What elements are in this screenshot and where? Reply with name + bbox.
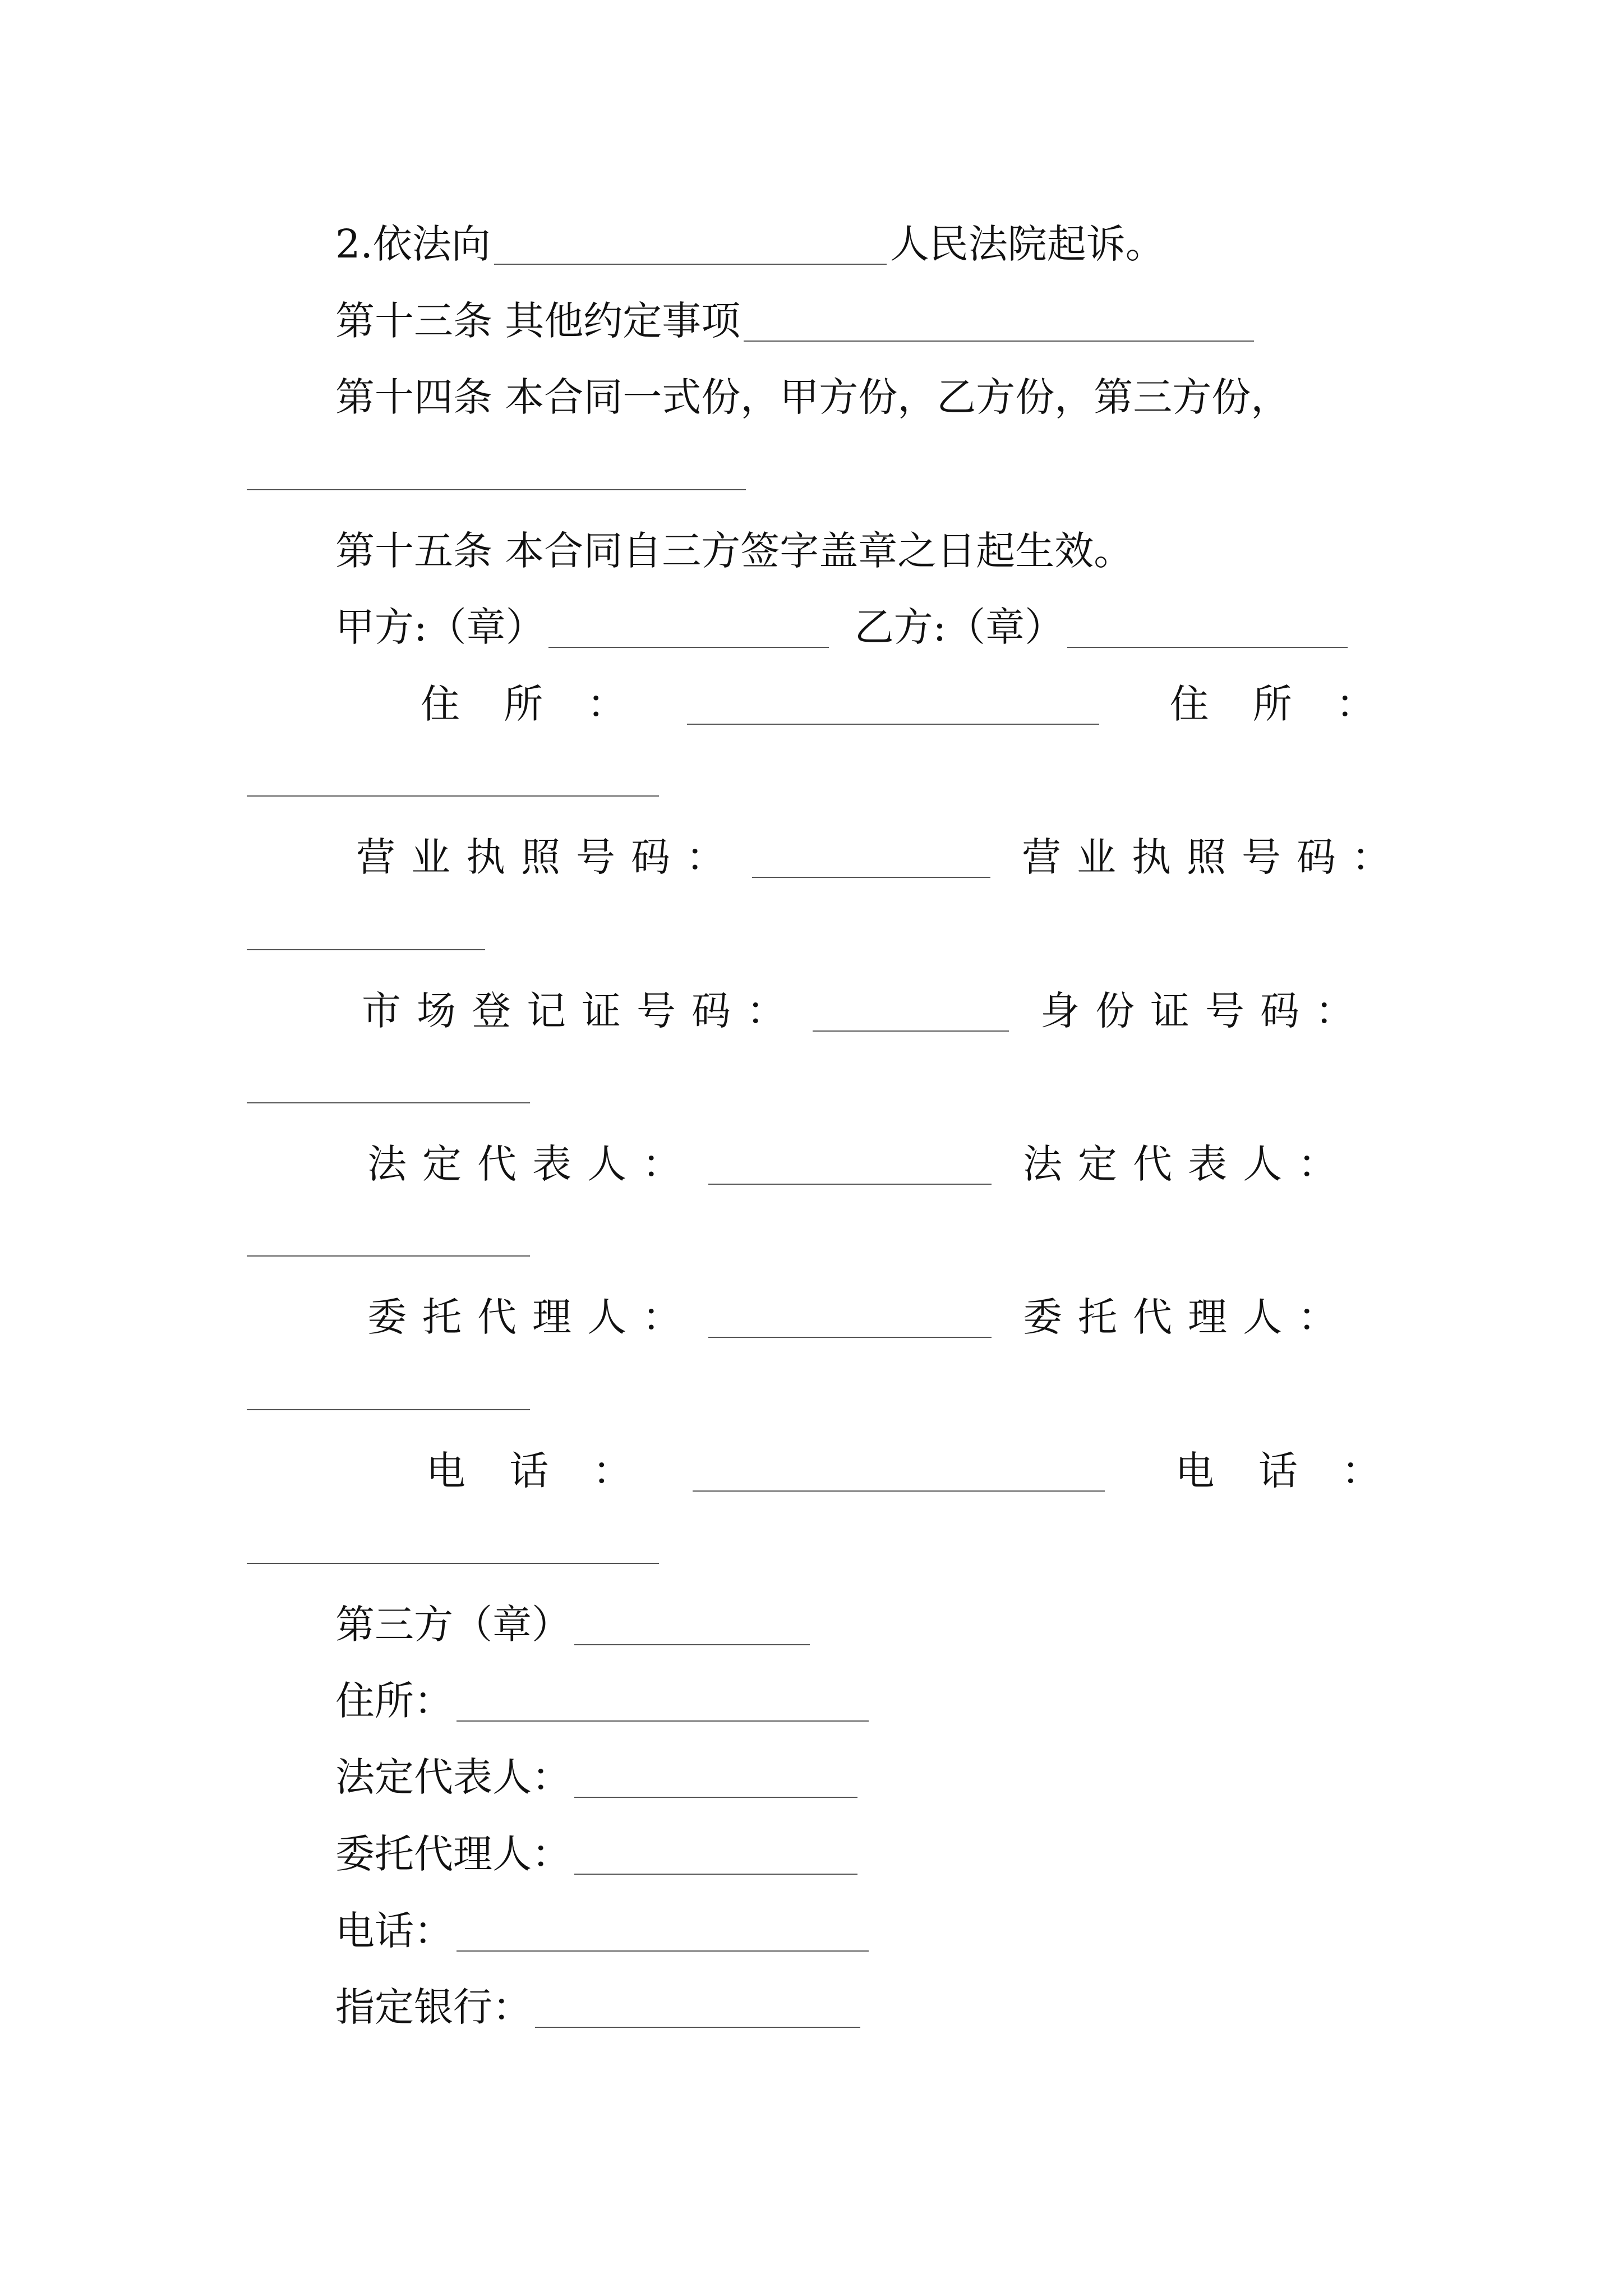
text-party-b-id-number: 身份证号码： bbox=[1040, 988, 1370, 1034]
line-residence bbox=[421, 676, 1391, 732]
text-designated-bank: 指定银行： bbox=[335, 1984, 532, 2030]
text-third-party-phone: 电话： bbox=[335, 1908, 453, 1954]
blank-party-b-legal-rep[interactable] bbox=[247, 1255, 530, 1257]
line-third-party-agent bbox=[335, 1826, 861, 1882]
line-legal-rep bbox=[367, 1136, 1353, 1192]
line-third-party-seal bbox=[335, 1596, 813, 1653]
text-party-a-license: 营业执照号码： bbox=[356, 834, 741, 880]
text-party-a-agent: 委托代理人： bbox=[367, 1294, 697, 1340]
text-third-party-seal: 第三方（章） bbox=[335, 1602, 571, 1648]
text-article-15: 第十五条 本合同自三方签字盖章之日起生效。 bbox=[335, 528, 1133, 574]
text-party-b-phone: 电 话 ： bbox=[1175, 1448, 1397, 1494]
text-court-suffix: 人民法院起诉。 bbox=[889, 221, 1165, 267]
line-third-party-phone bbox=[335, 1903, 872, 1959]
blank-party-b-id-number[interactable] bbox=[247, 1102, 530, 1103]
text-party-a-seal: 甲方:（章） bbox=[335, 604, 545, 650]
text-party-b-agent: 委托代理人： bbox=[1023, 1294, 1353, 1340]
line-article-15 bbox=[335, 523, 1133, 579]
line-agent bbox=[367, 1289, 1353, 1345]
blank-third-party-residence[interactable] bbox=[457, 1680, 869, 1722]
line-designated-bank bbox=[335, 1979, 864, 2035]
line-article-14 bbox=[335, 369, 1290, 425]
blank-third-party-legal-rep[interactable] bbox=[574, 1756, 857, 1798]
text-article-13: 第十三条 其他约定事项 bbox=[335, 298, 741, 344]
blank-party-a-phone[interactable] bbox=[693, 1450, 1105, 1492]
text-party-b-seal: 乙方:（章） bbox=[854, 604, 1064, 650]
blank-article-14-continuation[interactable] bbox=[247, 489, 746, 490]
blank-third-party-phone[interactable] bbox=[457, 1910, 869, 1952]
blank-court-name[interactable] bbox=[494, 223, 887, 265]
text-court-prefix: 2.依法向 bbox=[335, 221, 491, 267]
blank-party-a-legal-rep[interactable] bbox=[708, 1143, 992, 1185]
text-party-b-residence: 住 所 ： bbox=[1169, 681, 1391, 727]
blank-other-matters[interactable] bbox=[744, 300, 1254, 342]
line-business-license bbox=[356, 829, 1407, 885]
text-party-a-residence: 住 所 ： bbox=[421, 681, 642, 727]
blank-party-a-license[interactable] bbox=[752, 836, 990, 878]
blank-party-a-agent[interactable] bbox=[708, 1296, 992, 1338]
blank-party-b-license[interactable] bbox=[247, 949, 485, 950]
text-party-b-license: 营业执照号码： bbox=[1022, 834, 1407, 880]
blank-third-party-seal[interactable] bbox=[574, 1604, 810, 1645]
blank-party-b-phone[interactable] bbox=[247, 1563, 659, 1564]
line-party-seals bbox=[335, 599, 1351, 655]
line-court bbox=[335, 216, 1165, 272]
line-third-party-legal-rep bbox=[335, 1749, 861, 1805]
blank-party-b-seal[interactable] bbox=[1067, 606, 1348, 648]
line-registration bbox=[362, 983, 1370, 1039]
text-article-14: 第十四条 本合同一式份，甲方份，乙方份，第三方份， bbox=[335, 374, 1290, 420]
blank-designated-bank[interactable] bbox=[535, 1986, 860, 2028]
blank-party-a-residence[interactable] bbox=[687, 683, 1099, 725]
blank-party-b-residence[interactable] bbox=[247, 795, 659, 797]
blank-third-party-agent[interactable] bbox=[574, 1833, 857, 1875]
text-party-b-legal-rep: 法定代表人： bbox=[1023, 1141, 1353, 1187]
text-party-a-registration: 市场登记证号码： bbox=[362, 988, 801, 1034]
text-third-party-agent: 委托代理人： bbox=[335, 1831, 571, 1877]
text-party-a-legal-rep: 法定代表人： bbox=[367, 1141, 697, 1187]
text-party-a-phone: 电 话 ： bbox=[426, 1448, 648, 1494]
blank-party-a-registration[interactable] bbox=[813, 990, 1009, 1032]
line-article-13 bbox=[335, 293, 1257, 349]
blank-party-a-seal[interactable] bbox=[548, 606, 829, 648]
line-third-party-residence bbox=[335, 1673, 872, 1729]
text-third-party-legal-rep: 法定代表人： bbox=[335, 1754, 571, 1800]
line-phone bbox=[426, 1443, 1396, 1499]
blank-party-b-agent[interactable] bbox=[247, 1409, 530, 1410]
text-third-party-residence: 住所： bbox=[335, 1678, 453, 1724]
